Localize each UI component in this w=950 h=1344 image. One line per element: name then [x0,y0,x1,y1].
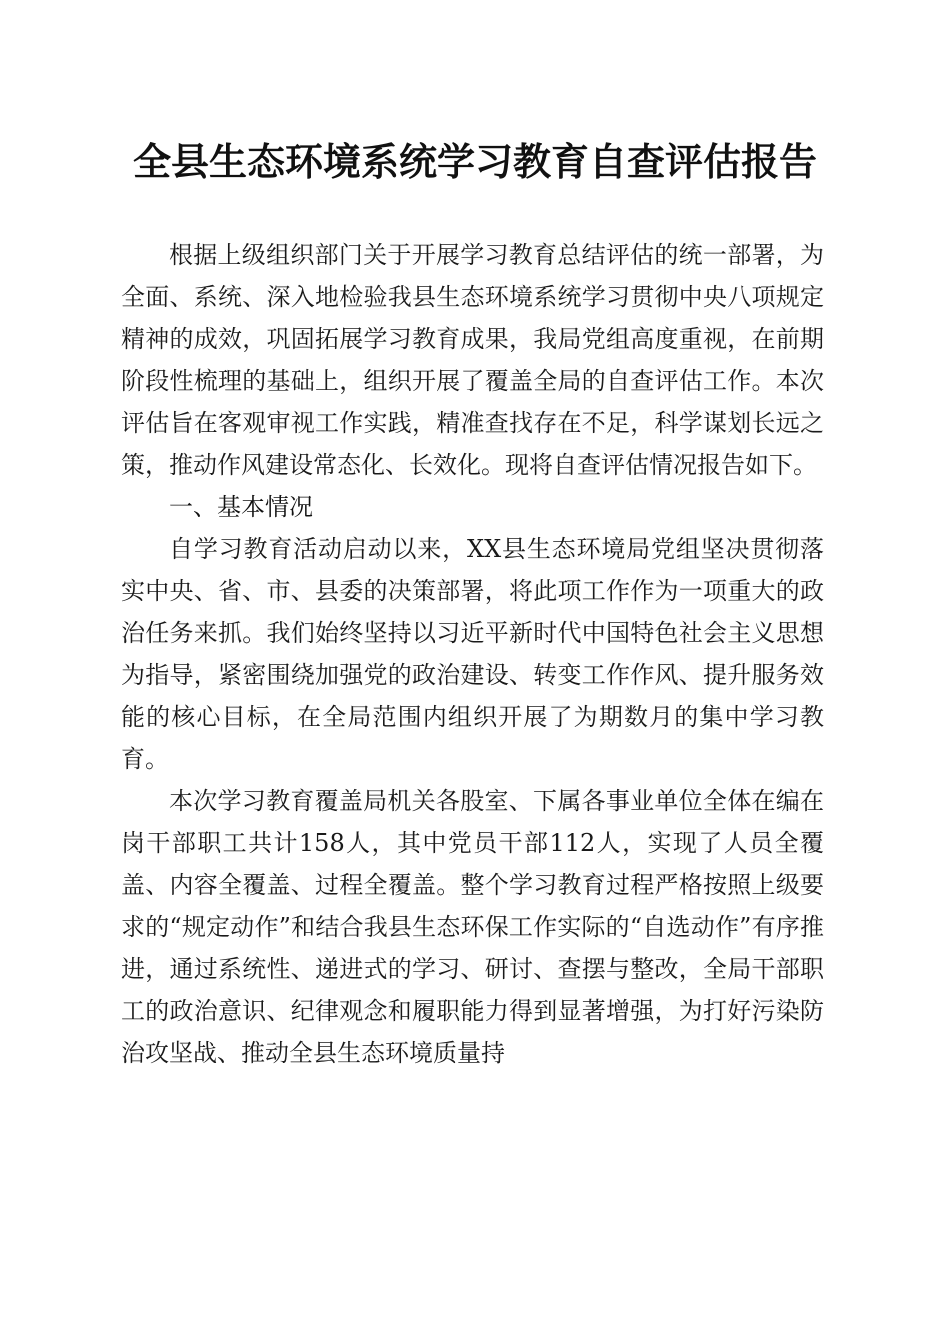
intro-paragraph: 根据上级组织部门关于开展学习教育总结评估的统一部署，为全面、系统、深入地检验我县生态环境系统学习贯彻中央八项规定精神的成效，巩固拓展学习教育成果，我局党组高度重视，在前期阶段性梳理的基础上，组织开展了覆盖全局的自查评估工作。本次评估旨在客观审视工作实践，精准查找存在不足，科学谋划长远之策，推动作风建设常态化、长效化。现将自查评估情况报告如下。 [121,241,824,479]
section-heading-basic: 一、基本情况 [169,493,313,521]
document-body [121,234,824,1074]
document-title: 全县生态环境系统学习教育自查评估报告 [132,139,817,184]
basic-paragraph-2: 本次学习教育覆盖局机关各股室、下属各事业单位全体在编在岗干部职工共计158人，其中党员干部112人，实现了人员全覆盖、内容全覆盖、过程全覆盖。整个学习教育过程严格按照上级要求的“规定动作”和结合我县生态环保工作实际的“自选动作”有序推进，通过系统性、递进式的学习、研讨、查摆与整改，全局干部职工的政治意识、纪律观念和履职能力得到显著增强，为打好污染防治攻坚战、推动全县生态环境质量持 [121,787,824,1067]
basic-paragraph-1: 自学习教育活动启动以来，XX县生态环境局党组坚决贯彻落实中央、省、市、县委的决策部署，将此项工作作为一项重大的政治任务来抓。我们始终坚持以习近平新时代中国特色社会主义思想为指导，紧密围绕加强党的政治建设、转变工作作风、提升服务效能的核心目标，在全局范围内组织开展了为期数月的集中学习教育。 [121,535,824,773]
